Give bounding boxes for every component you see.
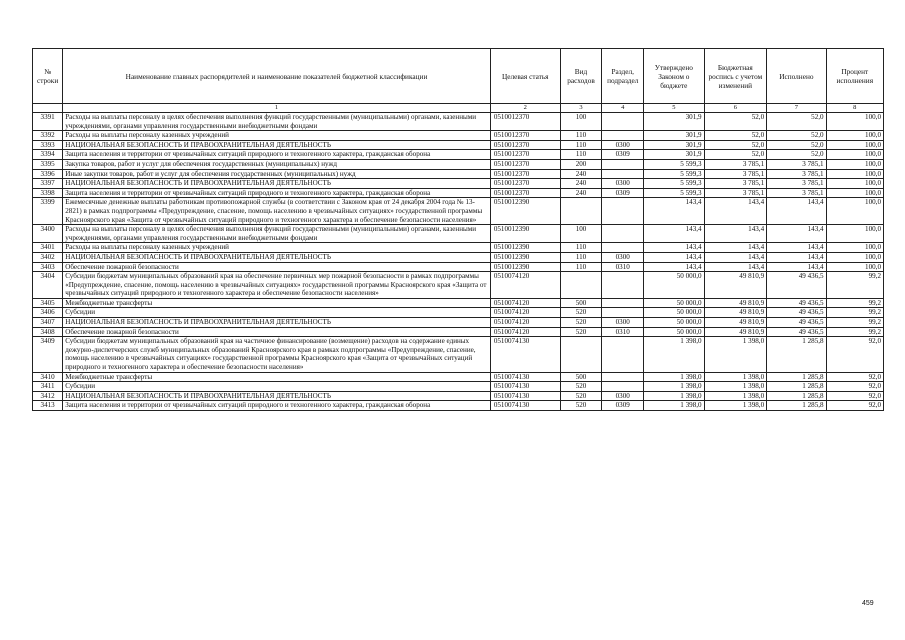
row-expense-cell: 110 [560,252,602,262]
row-expense-cell: 520 [560,401,602,411]
row-list-cell: 3 785,1 [704,169,767,179]
row-section-cell: 0309 [602,401,644,411]
row-number-cell: 3399 [33,198,63,225]
row-number-cell: 3402 [33,252,63,262]
row-section-cell: 0300 [602,140,644,150]
row-section-cell [602,159,644,169]
row-target-cell: 0510012370 [490,113,560,131]
table-row [33,140,884,150]
row-list-cell: 1 398,0 [704,391,767,401]
row-number-cell: 3395 [33,159,63,169]
row-approved-cell: 50 000,0 [644,298,704,308]
row-executed-cell: 143,4 [767,225,826,243]
row-approved-cell: 301,9 [644,140,704,150]
column-number-cell: 6 [704,104,767,113]
row-list-cell: 3 785,1 [704,179,767,189]
row-name-cell: Субсидии [63,308,491,318]
row-approved-cell: 1 398,0 [644,382,704,392]
page-number: 459 [862,600,874,607]
row-percent-cell: 100,0 [826,262,883,272]
row-name-cell: Субсидии бюджетам муниципальных образований края на обеспечение первичных мер пожарной безопасности в рамках подпрограммы «Предупреждение, спасение, помощь населению в чрезвычайных ситуациях» государственной программы Красноярского края «Защита от чрезвычайных ситуаций природного и техногенного характера и обеспечение безопасности населения» [63,272,491,299]
row-executed-cell: 3 785,1 [767,169,826,179]
row-number-cell: 3412 [33,391,63,401]
row-executed-cell: 143,4 [767,243,826,253]
row-target-cell: 0510074120 [490,272,560,299]
row-approved-cell: 5 599,3 [644,169,704,179]
row-name-cell: Расходы на выплаты персоналу казенных учреждений [63,131,491,141]
row-name-cell: Обеспечение пожарной безопасности [63,262,491,272]
row-section-cell [602,298,644,308]
row-list-cell: 52,0 [704,140,767,150]
row-name-cell: Субсидии [63,382,491,392]
row-percent-cell: 100,0 [826,198,883,225]
row-executed-cell: 3 785,1 [767,188,826,198]
row-approved-cell: 143,4 [644,225,704,243]
row-approved-cell: 1 398,0 [644,372,704,382]
row-target-cell: 0510074130 [490,391,560,401]
table-row [33,113,884,131]
row-number-cell: 3410 [33,372,63,382]
row-name-cell: Защита населения и территории от чрезвычайных ситуаций природного и техногенного характера, гражданская оборона [63,188,491,198]
table-row [33,391,884,401]
row-approved-cell: 50 000,0 [644,318,704,328]
row-expense-cell: 100 [560,225,602,243]
row-expense-cell: 240 [560,179,602,189]
row-number-cell: 3413 [33,401,63,411]
row-percent-cell: 100,0 [826,131,883,141]
row-section-cell [602,337,644,372]
row-percent-cell: 100,0 [826,159,883,169]
row-percent-cell: 100,0 [826,179,883,189]
row-executed-cell: 49 436,5 [767,318,826,328]
row-target-cell: 0510012370 [490,150,560,160]
row-percent-cell: 99,2 [826,272,883,299]
row-executed-cell: 1 285,8 [767,337,826,372]
row-expense-cell [560,198,602,225]
row-expense-cell: 200 [560,159,602,169]
row-expense-cell: 520 [560,382,602,392]
header-row [33,49,884,104]
row-approved-cell: 1 398,0 [644,391,704,401]
table-row [33,272,884,299]
column-number-cell: 5 [644,104,704,113]
row-executed-cell: 52,0 [767,131,826,141]
column-number-cell: 8 [826,104,883,113]
row-approved-cell: 5 599,3 [644,179,704,189]
row-expense-cell: 110 [560,131,602,141]
row-section-cell: 0300 [602,391,644,401]
row-number-cell: 3404 [33,272,63,299]
row-expense-cell: 500 [560,298,602,308]
row-list-cell: 1 398,0 [704,337,767,372]
row-number-cell: 3394 [33,150,63,160]
row-section-cell: 0300 [602,318,644,328]
table-body [33,104,884,411]
row-name-cell: Закупка товаров, работ и услуг для обеспечения государственных (муниципальных) нужд [63,159,491,169]
row-expense-cell: 240 [560,169,602,179]
row-percent-cell: 100,0 [826,150,883,160]
row-executed-cell: 52,0 [767,150,826,160]
row-approved-cell: 1 398,0 [644,401,704,411]
table-row [33,372,884,382]
row-executed-cell: 49 436,5 [767,298,826,308]
column-number-row [33,104,884,113]
row-list-cell: 49 810,9 [704,308,767,318]
column-number-cell: 4 [602,104,644,113]
row-number-cell: 3405 [33,298,63,308]
row-list-cell: 3 785,1 [704,188,767,198]
row-expense-cell: 110 [560,150,602,160]
row-executed-cell: 49 436,5 [767,272,826,299]
row-percent-cell: 99,2 [826,308,883,318]
row-name-cell: НАЦИОНАЛЬНАЯ БЕЗОПАСНОСТЬ И ПРАВООХРАНИТЕЛЬНАЯ ДЕЯТЕЛЬНОСТЬ [63,179,491,189]
row-target-cell: 0510012390 [490,243,560,253]
table-row [33,159,884,169]
row-approved-cell: 5 599,3 [644,188,704,198]
header-budget-list: Бюджетная роспись с учетом изменений [704,49,767,104]
row-section-cell: 0310 [602,327,644,337]
row-section-cell: 0300 [602,252,644,262]
row-name-cell: НАЦИОНАЛЬНАЯ БЕЗОПАСНОСТЬ И ПРАВООХРАНИТЕЛЬНАЯ ДЕЯТЕЛЬНОСТЬ [63,252,491,262]
header-row-number: № строки [33,49,63,104]
row-percent-cell: 100,0 [826,140,883,150]
row-name-cell: НАЦИОНАЛЬНАЯ БЕЗОПАСНОСТЬ И ПРАВООХРАНИТЕЛЬНАЯ ДЕЯТЕЛЬНОСТЬ [63,318,491,328]
row-expense-cell: 520 [560,318,602,328]
table-row [33,262,884,272]
row-number-cell: 3409 [33,337,63,372]
row-percent-cell: 92,0 [826,382,883,392]
row-expense-cell: 520 [560,391,602,401]
row-number-cell: 3396 [33,169,63,179]
table-row [33,337,884,372]
row-list-cell: 52,0 [704,113,767,131]
column-number-cell: 1 [63,104,491,113]
row-target-cell: 0510012390 [490,262,560,272]
row-number-cell: 3400 [33,225,63,243]
table-row [33,243,884,253]
row-expense-cell: 520 [560,308,602,318]
row-section-cell: 0309 [602,188,644,198]
table-row [33,131,884,141]
table-row [33,401,884,411]
row-number-cell: 3393 [33,140,63,150]
row-expense-cell [560,272,602,299]
header-target-article: Целевая статья [490,49,560,104]
row-expense-cell: 500 [560,372,602,382]
row-name-cell: Иные закупки товаров, работ и услуг для обеспечения государственных (муниципальных) нужд [63,169,491,179]
row-number-cell: 3407 [33,318,63,328]
row-list-cell: 3 785,1 [704,159,767,169]
row-percent-cell: 92,0 [826,337,883,372]
row-number-cell: 3406 [33,308,63,318]
row-list-cell: 143,4 [704,252,767,262]
row-approved-cell: 143,4 [644,198,704,225]
row-name-cell: Субсидии бюджетам муниципальных образований края на частичное финансирование (возмещение) расходов на содержание единых дежурно-диспетчерских служб муниципальных образований Красноярского края в рамках подпрограммы «Предупреждение, спасение, помощь населению в чрезвычайных ситуациях» государственной программы Красноярского края «Защита от чрезвычайных ситуаций природного и техногенного характера и обеспечение безопасности населения» [63,337,491,372]
table-row [33,179,884,189]
budget-table [32,48,884,411]
row-percent-cell: 100,0 [826,252,883,262]
row-list-cell: 49 810,9 [704,327,767,337]
row-target-cell: 0510074120 [490,327,560,337]
header-executed: Исполнено [767,49,826,104]
row-target-cell: 0510074130 [490,382,560,392]
row-number-cell: 3403 [33,262,63,272]
row-executed-cell: 1 285,8 [767,382,826,392]
row-section-cell: 0300 [602,179,644,189]
row-name-cell: Межбюджетные трансферты [63,298,491,308]
table-row [33,198,884,225]
row-approved-cell: 5 599,3 [644,159,704,169]
row-name-cell: Защита населения и территории от чрезвычайных ситуаций природного и техногенного характера, гражданская оборона [63,401,491,411]
row-target-cell: 0510012390 [490,252,560,262]
row-list-cell: 1 398,0 [704,372,767,382]
row-approved-cell: 301,9 [644,150,704,160]
row-list-cell: 52,0 [704,131,767,141]
row-approved-cell: 143,4 [644,243,704,253]
row-percent-cell: 100,0 [826,169,883,179]
row-target-cell: 0510012370 [490,188,560,198]
row-number-cell: 3401 [33,243,63,253]
row-executed-cell: 49 436,5 [767,308,826,318]
row-section-cell: 0309 [602,150,644,160]
row-expense-cell: 520 [560,327,602,337]
row-executed-cell: 3 785,1 [767,159,826,169]
row-target-cell: 0510074120 [490,318,560,328]
row-name-cell: Расходы на выплаты персоналу в целях обеспечения выполнения функций государственными (муниципальными) органами, казенными учреждениями, органами управления государственными внебюджетными фондами [63,225,491,243]
row-approved-cell: 301,9 [644,131,704,141]
column-number-cell [33,104,63,113]
row-percent-cell: 99,2 [826,318,883,328]
row-executed-cell: 3 785,1 [767,179,826,189]
row-name-cell: Защита населения и территории от чрезвычайных ситуаций природного и техногенного характера, гражданская оборона [63,150,491,160]
row-percent-cell: 100,0 [826,243,883,253]
row-executed-cell: 1 285,8 [767,372,826,382]
row-target-cell: 0510012370 [490,169,560,179]
column-number-cell: 7 [767,104,826,113]
row-percent-cell: 100,0 [826,188,883,198]
row-target-cell: 0510074130 [490,401,560,411]
row-section-cell [602,225,644,243]
row-approved-cell: 50 000,0 [644,272,704,299]
row-approved-cell: 1 398,0 [644,337,704,372]
row-executed-cell: 52,0 [767,140,826,150]
row-approved-cell: 50 000,0 [644,308,704,318]
header-expense-type: Вид расходов [560,49,602,104]
row-executed-cell: 143,4 [767,252,826,262]
row-name-cell: НАЦИОНАЛЬНАЯ БЕЗОПАСНОСТЬ И ПРАВООХРАНИТЕЛЬНАЯ ДЕЯТЕЛЬНОСТЬ [63,140,491,150]
row-name-cell: Межбюджетные трансферты [63,372,491,382]
row-section-cell [602,372,644,382]
table-row [33,169,884,179]
header-approved: Утверждено Законом о бюджете [644,49,704,104]
row-list-cell: 143,4 [704,262,767,272]
row-target-cell: 0510012370 [490,140,560,150]
row-target-cell: 0510074120 [490,298,560,308]
row-percent-cell: 100,0 [826,113,883,131]
row-percent-cell: 92,0 [826,391,883,401]
table-row [33,252,884,262]
row-executed-cell: 1 285,8 [767,401,826,411]
row-executed-cell: 49 436,5 [767,327,826,337]
row-executed-cell: 143,4 [767,198,826,225]
table-row [33,150,884,160]
row-section-cell [602,113,644,131]
row-executed-cell: 52,0 [767,113,826,131]
header-section: Раздел, подраздел [602,49,644,104]
row-list-cell: 49 810,9 [704,318,767,328]
header-name: Наименование главных распорядителей и наименование показателей бюджетной классификации [63,49,491,104]
row-percent-cell: 92,0 [826,401,883,411]
row-section-cell: 0310 [602,262,644,272]
column-number-cell: 2 [490,104,560,113]
row-section-cell [602,308,644,318]
header-percent: Процент исполнения [826,49,883,104]
row-name-cell: Расходы на выплаты персоналу казенных учреждений [63,243,491,253]
row-list-cell: 143,4 [704,198,767,225]
row-percent-cell: 92,0 [826,372,883,382]
row-section-cell [602,243,644,253]
table-row [33,382,884,392]
row-percent-cell: 100,0 [826,225,883,243]
row-name-cell: Ежемесячные денежные выплаты работникам противопожарной службы (в соответствии с Законом края от 24 декабря 2004 года № 13-2821) в рамках подпрограммы «Предупреждение, спасение, помощь населению в чрезвычайных ситуациях» государственной программы Красноярского края «Защита от чрезвычайных ситуаций природного и техногенного характера и обеспечение безопасности населения» [63,198,491,225]
row-list-cell: 143,4 [704,243,767,253]
row-expense-cell [560,337,602,372]
row-expense-cell: 110 [560,243,602,253]
row-section-cell [602,169,644,179]
row-approved-cell: 143,4 [644,262,704,272]
row-target-cell: 0510012390 [490,225,560,243]
table-row [33,298,884,308]
row-approved-cell: 301,9 [644,113,704,131]
row-expense-cell: 100 [560,113,602,131]
row-approved-cell: 50 000,0 [644,327,704,337]
row-target-cell: 0510074130 [490,337,560,372]
row-executed-cell: 1 285,8 [767,391,826,401]
row-section-cell [602,198,644,225]
row-list-cell: 1 398,0 [704,401,767,411]
table-row [33,188,884,198]
row-percent-cell: 99,2 [826,298,883,308]
row-target-cell: 0510012370 [490,131,560,141]
row-expense-cell: 110 [560,140,602,150]
row-list-cell: 52,0 [704,150,767,160]
row-list-cell: 49 810,9 [704,272,767,299]
row-section-cell [602,382,644,392]
row-number-cell: 3398 [33,188,63,198]
row-name-cell: НАЦИОНАЛЬНАЯ БЕЗОПАСНОСТЬ И ПРАВООХРАНИТЕЛЬНАЯ ДЕЯТЕЛЬНОСТЬ [63,391,491,401]
row-list-cell: 1 398,0 [704,382,767,392]
row-section-cell [602,131,644,141]
row-target-cell: 0510074120 [490,308,560,318]
table-row [33,318,884,328]
row-expense-cell: 240 [560,188,602,198]
row-target-cell: 0510012370 [490,159,560,169]
row-approved-cell: 143,4 [644,252,704,262]
row-name-cell: Обеспечение пожарной безопасности [63,327,491,337]
row-percent-cell: 99,2 [826,327,883,337]
row-number-cell: 3411 [33,382,63,392]
row-target-cell: 0510012370 [490,179,560,189]
row-number-cell: 3391 [33,113,63,131]
row-list-cell: 143,4 [704,225,767,243]
column-number-cell: 3 [560,104,602,113]
row-executed-cell: 143,4 [767,262,826,272]
row-target-cell: 0510012390 [490,198,560,225]
row-number-cell: 3397 [33,179,63,189]
row-name-cell: Расходы на выплаты персоналу в целях обеспечения выполнения функций государственными (муниципальными) органами, казенными учреждениями, органами управления государственными внебюджетными фондами [63,113,491,131]
row-list-cell: 49 810,9 [704,298,767,308]
row-expense-cell: 110 [560,262,602,272]
row-number-cell: 3408 [33,327,63,337]
table-row [33,308,884,318]
table-row [33,327,884,337]
row-number-cell: 3392 [33,131,63,141]
row-section-cell [602,272,644,299]
row-target-cell: 0510074130 [490,372,560,382]
table-row [33,225,884,243]
